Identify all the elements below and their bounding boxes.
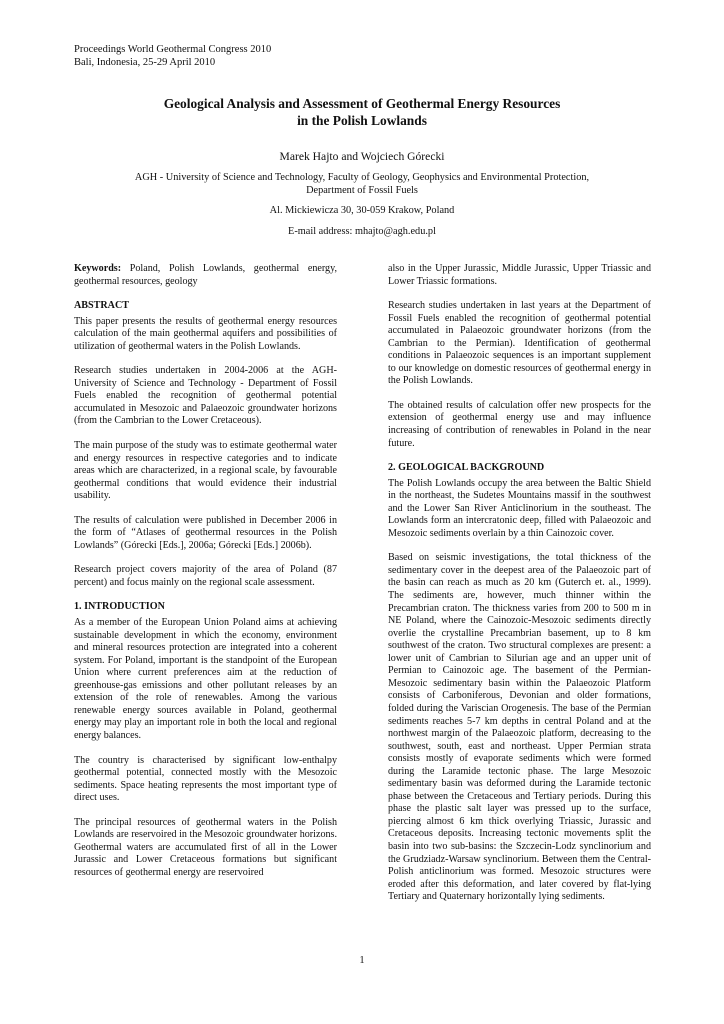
abstract-paragraph: The main purpose of the study was to estimate geothermal water and energy resources in respective categories and to indicate areas which are characterized, in a regional scale, by favourable geothermal conditions that would evidence their industrial usability. [74,440,337,502]
conference-location-date: Bali, Indonesia, 25-29 April 2010 [74,57,216,68]
abstract-paragraph: Research studies undertaken in 2004-2006 at the AGH-University of Science and Technology - Department of Fossil Fuels enabled the recognition of geothermal potential accumulated in Mesozoic and Palaeozoic groundwater horizons (from the Cambrian to the Lower Cretaceous). [74,365,337,427]
introduction-paragraph: The country is characterised by significant low-enthalpy geothermal potential, connected mostly with the Mesozoic sediments. Space heating represents the most important type of direct uses. [74,754,337,804]
proceedings-header [74,43,271,69]
keywords-text: Poland, Polish Lowlands, geothermal energy, geothermal resources, geology [74,263,337,287]
conference-name: Proceedings World Geothermal Congress 2010 [74,44,272,55]
address: Al. Mickiewicza 30, 30-059 Krakow, Poland [269,205,455,217]
paper-title-line-2: in the Polish Lowlands [297,113,427,128]
abstract-paragraph: The results of calculation were published in December 2006 in the form of “Atlases of geothermal resources in the Polish Lowlands” (Górecki [Eds.], 2006a; Górecki [Eds.] 2006b). [74,514,337,551]
introduction-paragraph: As a member of the European Union Poland aims at achieving sustainable development in which the economy, environment and mineral resources protection are integrated into a coherent system. For Poland, important is the standpoint of the European Union where current preferences aim at the reduction of greenhouse-gas emissions and other pollutant releases by an extension of the role of renewables. Among the various renewable energy sources available in Poland, geothermal energy may play an important role in both the local and regional energy balances. [74,617,337,741]
geological-background-heading: 2. GEOLOGICAL BACKGROUND [388,462,545,474]
keywords-label: Keywords: [74,263,122,274]
abstract-paragraph: Research project covers majority of the area of Poland (87 percent) and focus mainly on the regional scale assessment. [74,564,337,588]
introduction-paragraph: The principal resources of geothermal waters in the Polish Lowlands are reservoired in the Mesozoic groundwater horizons. Geothermal waters are accumulated first of all in the Lower Jurassic and Lower Cretaceous formations but significant resources of geothermal energy are reservoired [74,816,337,878]
title-block [40,95,684,238]
left-column [74,263,337,891]
paper-title-line-1: Geological Analysis and Assessment of Geothermal Energy Resources [163,96,561,111]
paper-title [40,95,684,129]
introduction-paragraph: also in the Upper Jurassic, Middle Jurassic, Upper Triassic and Lower Triassic formations. [388,263,651,287]
affiliation-line-2: Department of Fossil Fuels [306,185,418,197]
affiliation-line-1: AGH - University of Science and Technology, Faculty of Geology, Geophysics and Environmental Protection, [134,172,590,183]
affiliation [40,171,684,197]
abstract-heading: ABSTRACT [74,300,129,312]
introduction-paragraph: Research studies undertaken in last years at the Department of Fossil Fuels enabled the recognition of geothermal potential accumulated in Palaeozoic groundwater horizons (from the Cambrian to the Permian). Identification of geothermal conditions in Palaeozoic sequences is an important supplement to our knowledge on domestic resources of geothermal energy in the Polish Lowlands. [388,300,651,387]
right-column [388,263,651,916]
keywords [74,263,337,288]
introduction-paragraph: The obtained results of calculation offer new prospects for the extension of geothermal energy use and may influence increasing of contribution of renewables in Poland in the near future. [388,399,651,449]
introduction-heading: 1. INTRODUCTION [74,601,165,613]
geological-background-paragraph: The Polish Lowlands occupy the area between the Baltic Shield in the northeast, the Sudetes Mountains massif in the southwest and the Lower San River Anticlinorium in the southeast. The Lowlands form an intercratonic deep, filled with Palaeozoic and Mesozoic sediments overlain by a thin Cainozoic cover. [388,477,651,539]
authors: Marek Hajto and Wojciech Górecki [279,150,445,163]
email-address: E-mail address: mhajto@agh.edu.pl [288,225,436,237]
abstract-paragraph: This paper presents the results of geothermal energy resources calculation of the main geothermal aquifers and possibilities of utilization of geothermal waters in the Polish Lowlands. [74,315,337,352]
geological-background-paragraph: Based on seismic investigations, the total thickness of the sedimentary cover in the deepest area of the Palaeozoic part of the basin can reach as much as 20 km (Guterch et. al., 1999). The sediments are, however, much thinner within the Precambrian craton. The thickness varies from 200 to 500 m in NE Poland, where the Cainozoic-Mesozoic sediments directly overlie the crystalline Precambrian basement, up to 8 km southwest of the craton. Two structural complexes are present: a lower unit of Cambrian to Silurian age and an upper unit of Permian to Cainozoic age. The basement of the Permian-Mesozoic sedimentary basin within the Palaeozoic Platform consists of Carboniferous, Devonian and older formations, folded during the Variscian Orogenesis. The base of the Permian sediments reaches 5-7 km depths in central Poland and at the northwest margin of the Palaeozoic platform, decreasing to the southwest, south, east and northeast. Upper Permian strata consists mostly of evaporate sediments which were formed during the Laramide tectonic phase. The large Mesozoic sedimentary basin was deformed during the Laramide tectonic phase between the Cretaceous and Tertiary periods. During this phase the plastic salt layer was pressed up to the surface, piercing almost 6 km thick overlying Triassic, Jurassic and Cretaceous deposits. Increasing tectonic movements split the basin into two sub-basins: the Szczecin-Lodz synclinorium and the Grudziadz-Warsaw synclinorium. Between them the Central-Polish anticlinorium was formed. Mesozoic structures were eroded after this deformation, and later covered by flat-lying Tertiary and Quaternary horizontally lying sediments. [388,552,651,903]
page-number: 1 [359,955,365,966]
